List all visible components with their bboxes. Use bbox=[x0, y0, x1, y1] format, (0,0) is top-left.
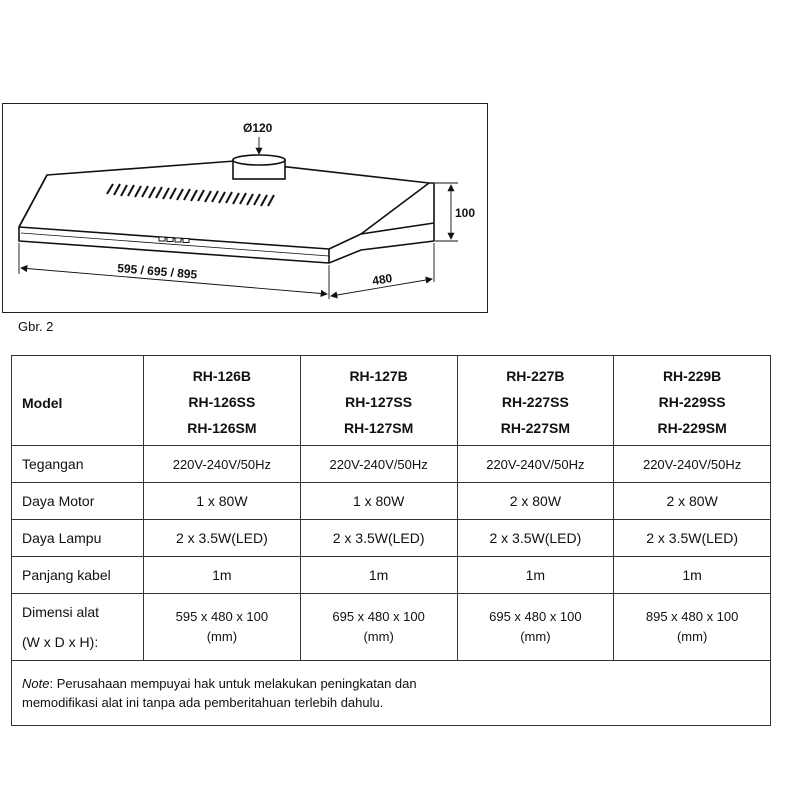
model-name: RH-229B bbox=[662, 367, 722, 384]
vent-slots bbox=[107, 184, 274, 206]
motor-power-row bbox=[12, 483, 771, 520]
dimension-value: 595 x 480 x 100 bbox=[175, 609, 269, 624]
model-cell bbox=[614, 356, 771, 446]
dimension-unit: (mm) bbox=[520, 629, 551, 644]
model-name: RH-229SM bbox=[657, 419, 727, 436]
cable-length-row bbox=[12, 557, 771, 594]
dimension-row bbox=[12, 594, 771, 661]
note-prefix: Note bbox=[22, 676, 50, 691]
depth-dimension bbox=[331, 243, 434, 296]
row-label-line: Dimensi alat bbox=[22, 604, 100, 620]
dimension-value: 695 x 480 x 100 bbox=[489, 609, 582, 624]
table-cell: 220V-240V/50Hz bbox=[300, 446, 457, 483]
table-cell: 220V-240V/50Hz bbox=[144, 446, 301, 483]
model-cell bbox=[300, 356, 457, 446]
table-cell: 1m bbox=[300, 557, 457, 594]
dimension-value: 695 x 480 x 100 bbox=[332, 609, 425, 624]
row-label: Daya Motor bbox=[12, 483, 144, 520]
table-cell: 1 x 80W bbox=[300, 483, 457, 520]
model-name: RH-229SS bbox=[658, 393, 726, 410]
model-name: RH-227B bbox=[506, 367, 565, 384]
row-label-line: (W x D x H): bbox=[22, 634, 99, 650]
row-label: Panjang kabel bbox=[12, 557, 144, 594]
lamp-power-row bbox=[12, 520, 771, 557]
note-text: : Perusahaan mempuyai hak untuk melakukan peningkatan dan bbox=[49, 676, 417, 691]
note-line-1 bbox=[22, 674, 760, 693]
model-cell bbox=[457, 356, 614, 446]
voltage-row bbox=[12, 446, 771, 483]
spec-table bbox=[11, 355, 771, 726]
table-cell: 2 x 3.5W(LED) bbox=[457, 520, 614, 557]
note-cell bbox=[12, 661, 771, 726]
table-cell: 1m bbox=[144, 557, 301, 594]
model-name: RH-126B bbox=[192, 367, 252, 384]
figure-caption: Gbr. 2 bbox=[18, 319, 54, 334]
model-header-label: Model bbox=[12, 356, 144, 446]
model-name: RH-127SS bbox=[345, 393, 413, 410]
table-cell: 2 x 80W bbox=[457, 483, 614, 520]
dimension-value: 895 x 480 x 100 bbox=[645, 609, 739, 624]
model-name: RH-127B bbox=[349, 367, 408, 384]
diameter-label: Ø120 bbox=[243, 121, 273, 135]
row-label: Daya Lampu bbox=[12, 520, 144, 557]
table-cell bbox=[300, 594, 457, 661]
height-label: 100 bbox=[455, 206, 476, 220]
hood-drawing bbox=[3, 104, 489, 314]
row-label: Tegangan bbox=[12, 446, 144, 483]
table-cell: 2 x 80W bbox=[614, 483, 771, 520]
table-cell: 1m bbox=[457, 557, 614, 594]
table-cell: 2 x 3.5W(LED) bbox=[614, 520, 771, 557]
depth-label: 480 bbox=[371, 271, 394, 288]
model-cell bbox=[144, 356, 301, 446]
model-header-row bbox=[12, 356, 771, 446]
table-cell: 1 x 80W bbox=[144, 483, 301, 520]
table-cell: 1m bbox=[614, 557, 771, 594]
duct-collar bbox=[233, 155, 285, 179]
model-name: RH-227SS bbox=[501, 393, 569, 410]
width-label: 595 / 695 / 895 bbox=[116, 261, 198, 282]
table-cell: 220V-240V/50Hz bbox=[457, 446, 614, 483]
dimension-unit: (mm) bbox=[206, 629, 238, 644]
model-name: RH-227SM bbox=[500, 419, 570, 436]
note-line-2: memodifikasi alat ini tanpa ada pemberitahuan terlebih dahulu. bbox=[22, 695, 384, 710]
table-cell bbox=[614, 594, 771, 661]
dimension-unit: (mm) bbox=[676, 629, 708, 644]
table-cell: 2 x 3.5W(LED) bbox=[144, 520, 301, 557]
table-cell: 220V-240V/50Hz bbox=[614, 446, 771, 483]
model-name: RH-127SM bbox=[344, 419, 414, 436]
hood-outline bbox=[19, 161, 434, 263]
table-cell: 2 x 3.5W(LED) bbox=[300, 520, 457, 557]
table-cell bbox=[144, 594, 301, 661]
note-row bbox=[12, 661, 771, 726]
model-name: RH-126SM bbox=[187, 419, 257, 436]
model-name: RH-126SS bbox=[188, 393, 256, 410]
row-label bbox=[12, 594, 144, 661]
dimension-unit: (mm) bbox=[363, 629, 394, 644]
table-cell bbox=[457, 594, 614, 661]
cooker-hood-diagram bbox=[2, 103, 488, 313]
